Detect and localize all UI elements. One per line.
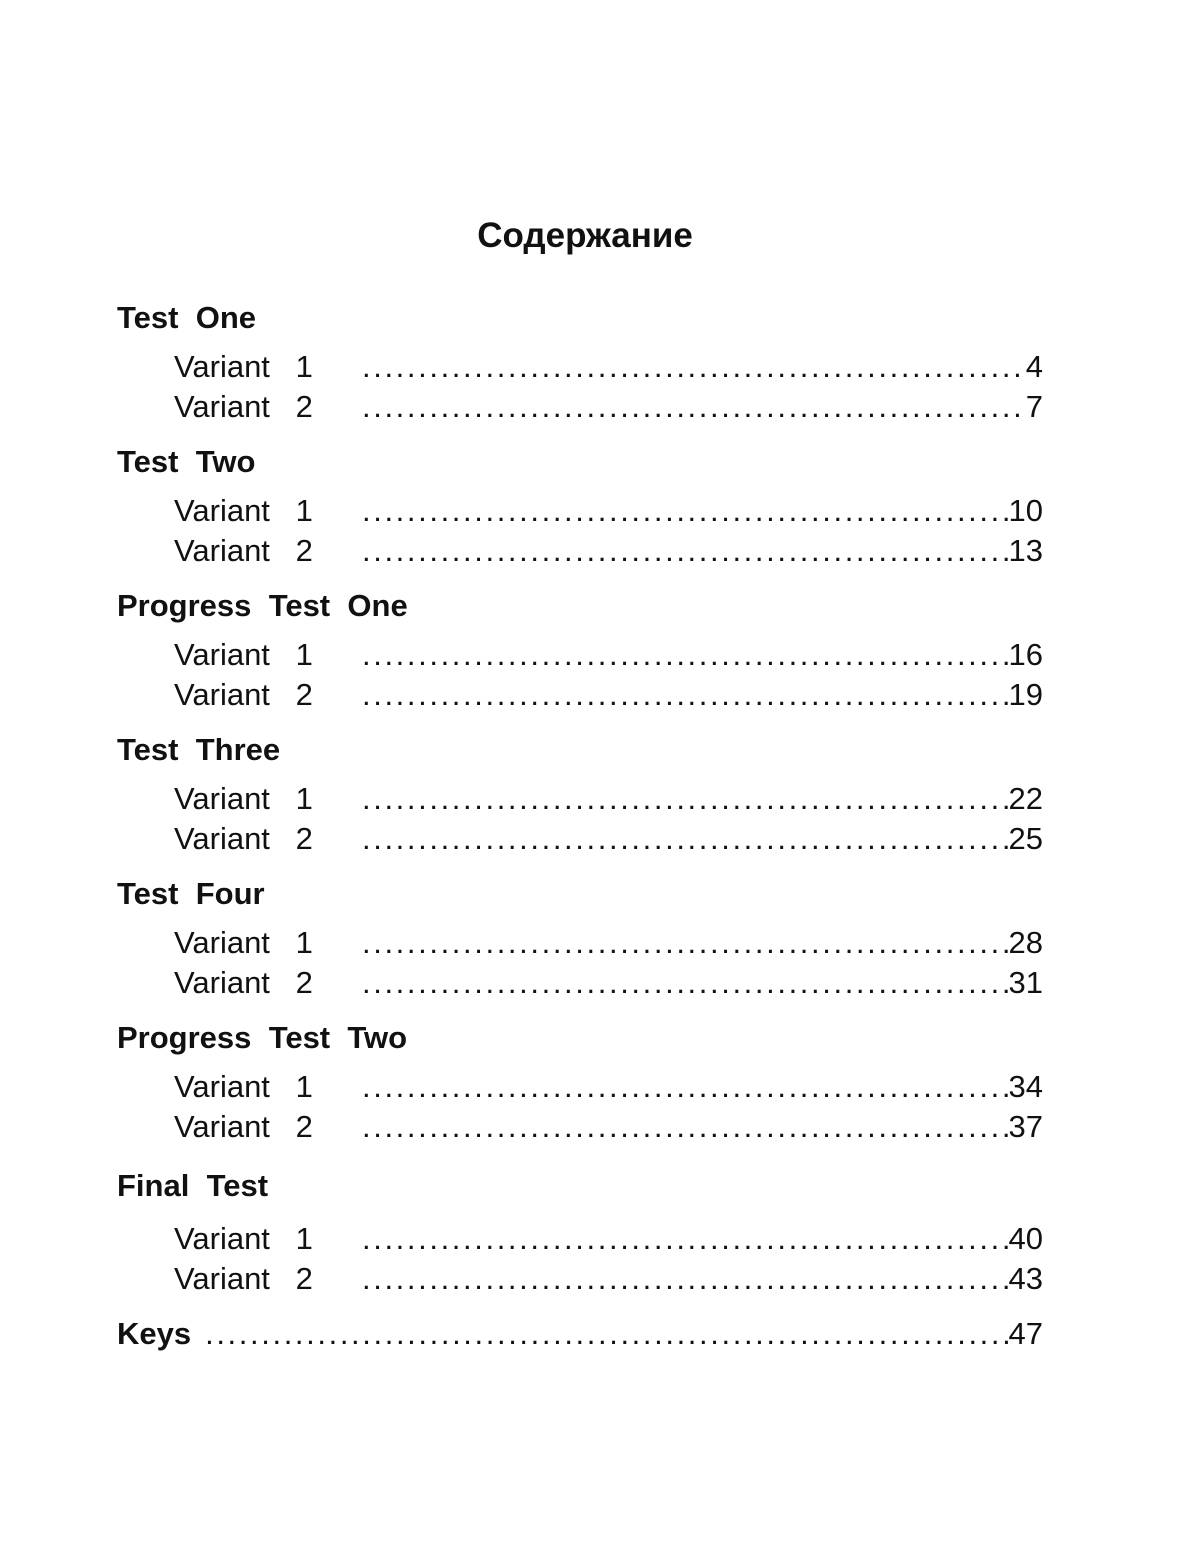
dot-leader — [362, 1219, 1009, 1259]
page-number: 28 — [1008, 925, 1043, 960]
page-number: 37 — [1008, 1108, 1043, 1144]
entry-label: Variant 1 — [174, 1221, 313, 1256]
toc-entry[interactable] — [117, 1259, 1043, 1299]
section-title: Test Two — [117, 444, 256, 479]
dot-leader — [362, 635, 1009, 675]
page-number: 40 — [1008, 1221, 1043, 1256]
dot-leader — [362, 1259, 1009, 1299]
toc-entry[interactable] — [117, 1107, 1043, 1147]
entry-label: Variant 2 — [174, 964, 313, 1000]
toc-section-test-one — [117, 296, 1043, 426]
table-of-contents — [117, 296, 1043, 1356]
dot-leader — [362, 923, 1009, 963]
entry-label: Variant 1 — [174, 1069, 313, 1104]
toc-entry[interactable] — [117, 347, 1043, 387]
section-title: Test One — [117, 300, 257, 335]
keys-label: Keys — [117, 1316, 192, 1351]
toc-entry[interactable] — [117, 491, 1043, 531]
page-number: 7 — [1025, 388, 1043, 424]
page-title: Содержание — [477, 216, 693, 255]
toc-entry[interactable] — [117, 675, 1043, 715]
section-title: Progress Test Two — [117, 1020, 408, 1055]
dot-leader — [362, 1107, 1009, 1147]
page-number: 16 — [1008, 637, 1043, 672]
dot-leader — [362, 347, 1026, 387]
section-title: Progress Test One — [117, 588, 408, 623]
toc-entry[interactable] — [117, 387, 1043, 427]
dot-leader — [362, 491, 1009, 531]
entry-label: Variant 1 — [174, 925, 313, 960]
toc-entry[interactable] — [117, 635, 1043, 675]
entry-label: Variant 2 — [174, 676, 313, 712]
section-title: Test Three — [117, 732, 281, 767]
page-number: 19 — [1008, 676, 1043, 712]
page-number: 25 — [1008, 820, 1043, 856]
entry-label: Variant 2 — [174, 1260, 313, 1296]
section-title: Test Four — [117, 876, 265, 911]
dot-leader — [362, 1067, 1009, 1107]
page-number: 4 — [1025, 349, 1043, 384]
entry-label: Variant 2 — [174, 532, 313, 568]
dot-leader — [362, 963, 1009, 1003]
dot-leader — [362, 387, 1026, 427]
page-number: 22 — [1008, 781, 1043, 816]
dot-leader — [362, 531, 1009, 571]
entry-label: Variant 1 — [174, 493, 313, 528]
page-number: 10 — [1008, 493, 1043, 528]
toc-entry[interactable] — [117, 1219, 1043, 1259]
toc-entry[interactable] — [117, 531, 1043, 571]
toc-section-test-three — [117, 728, 1043, 858]
toc-entry[interactable] — [117, 779, 1043, 819]
dot-leader — [362, 779, 1009, 819]
entry-label: Variant 1 — [174, 637, 313, 672]
toc-entry-keys[interactable] — [117, 1312, 1043, 1356]
toc-entry[interactable] — [117, 923, 1043, 963]
entry-label: Variant 2 — [174, 820, 313, 856]
toc-section-final-test — [117, 1164, 1043, 1298]
toc-section-progress-test-two — [117, 1016, 1043, 1146]
page-number: 34 — [1008, 1069, 1043, 1104]
page-number: 43 — [1008, 1260, 1043, 1296]
dot-leader — [362, 819, 1009, 859]
dot-leader — [205, 1312, 1008, 1356]
page-number: 31 — [1008, 964, 1043, 1000]
dot-leader — [362, 675, 1009, 715]
page-number: 13 — [1008, 532, 1043, 568]
toc-section-test-two — [117, 440, 1043, 570]
entry-label: Variant 2 — [174, 388, 313, 424]
toc-entry[interactable] — [117, 819, 1043, 859]
entry-label: Variant 2 — [174, 1108, 313, 1144]
toc-section-progress-test-one — [117, 584, 1043, 714]
entry-label: Variant 1 — [174, 349, 313, 384]
toc-entry[interactable] — [117, 1067, 1043, 1107]
section-title: Final Test — [117, 1168, 269, 1203]
toc-section-test-four — [117, 872, 1043, 1002]
page-number: 47 — [1008, 1316, 1043, 1351]
entry-label: Variant 1 — [174, 781, 313, 816]
toc-entry[interactable] — [117, 963, 1043, 1003]
